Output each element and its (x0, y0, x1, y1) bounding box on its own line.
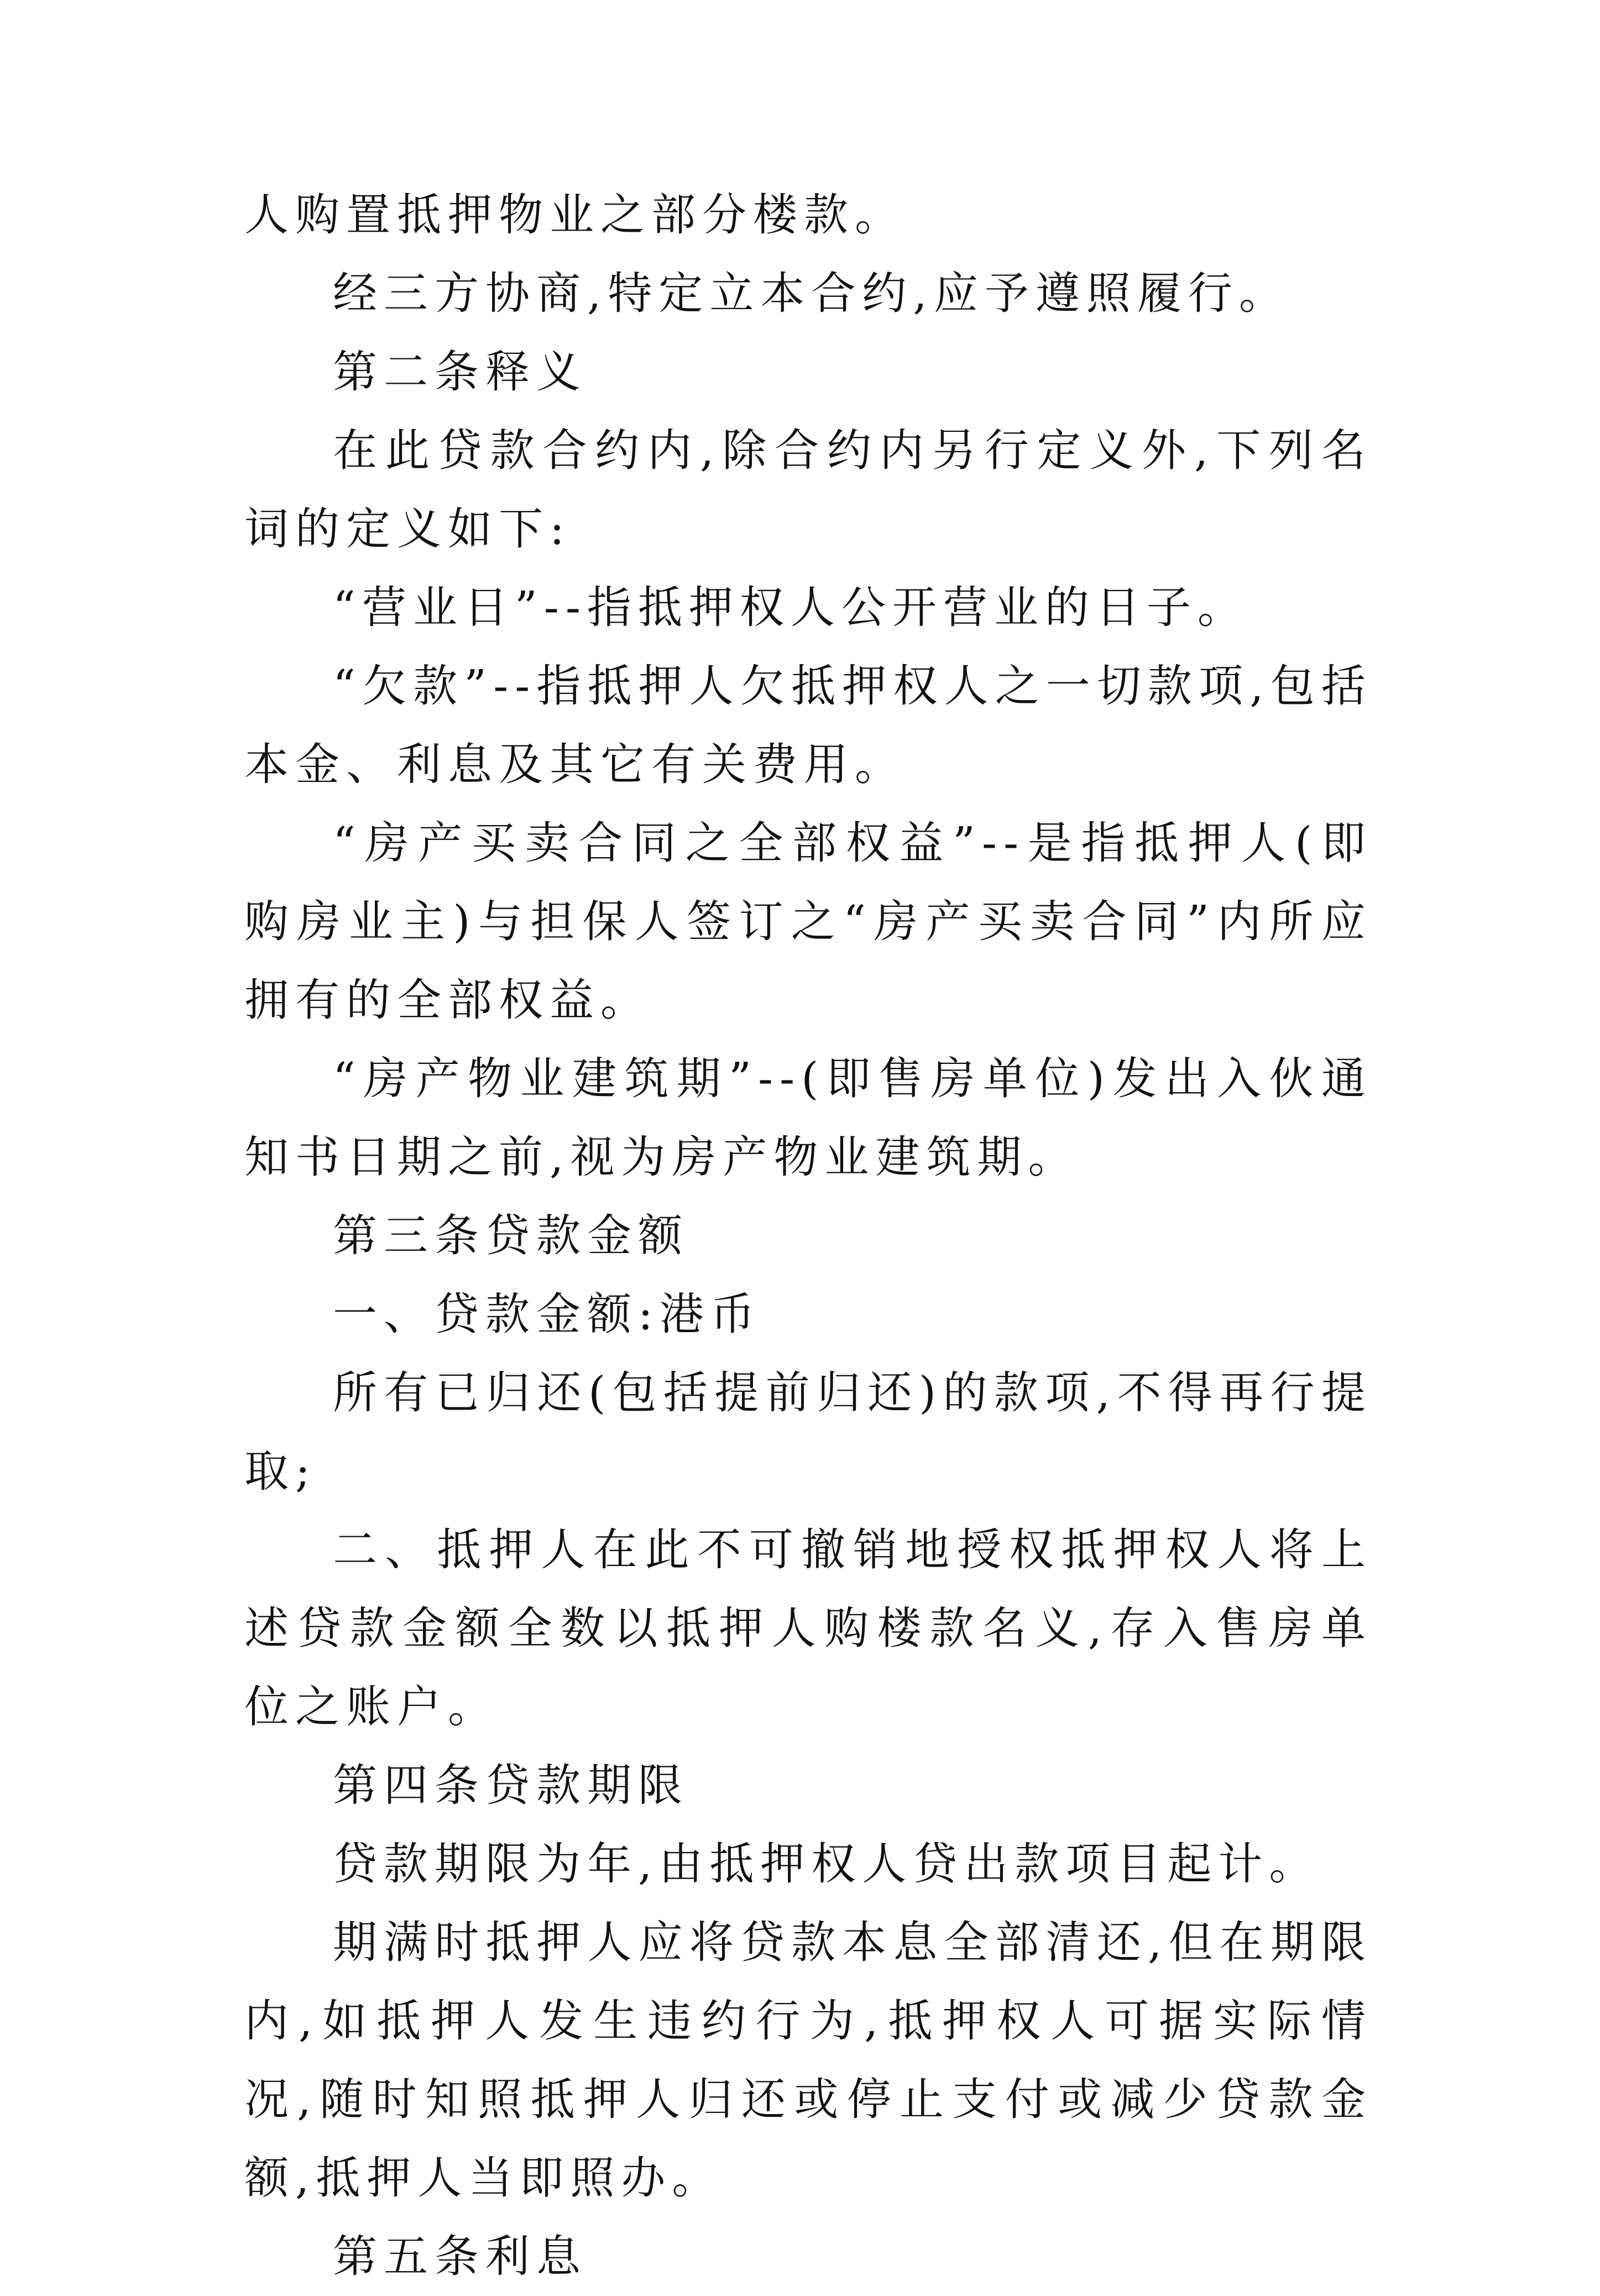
article-3-heading: 第三条贷款金额 (333, 1210, 689, 1261)
definition-contract-rights: “房产买卖合同之全部权益”--是指抵押人(即购房业主)与担保人签订之“房产买卖合同”内所应拥有的全部权益。 (244, 817, 1372, 1026)
definition-business-day: “营业日”--指抵押权人公开营业的日子。 (333, 582, 1248, 633)
article-4-heading: 第四条贷款期限 (333, 1760, 689, 1811)
paragraph-definitions-intro: 在此贷款合约内,除合约内另行定义外,下列名词的定义如下: (244, 425, 1372, 555)
document-body (244, 176, 1372, 2296)
loan-term-clause: 贷款期限为年,由抵押权人贷出款项目起计。 (333, 1838, 1320, 1890)
loan-amount-clause-1: 一、贷款金额:港币 (333, 1288, 761, 1340)
definition-debt: “欠款”--指抵押人欠抵押权人之一切款项,包括本金、利息及其它有关费用。 (244, 660, 1372, 790)
paragraph-agreement-statement: 经三方协商,特定立本合约,应予遵照履行。 (333, 268, 1290, 319)
loan-amount-clause-2: 二、抵押人在此不可撤销地授权抵押权人将上述贷款金额全数以抵押人购楼款名义,存入售房单位之账户。 (244, 1524, 1372, 1733)
loan-amount-no-redraw: 所有已归还(包括提前归还)的款项,不得再行提取; (244, 1367, 1372, 1497)
definition-construction-period: “房产物业建筑期”--(即售房单位)发出入伙通知书日期之前,视为房产物业建筑期。 (244, 1053, 1372, 1183)
article-2-heading: 第二条释义 (333, 346, 587, 398)
loan-term-maturity-clause: 期满时抵押人应将贷款本息全部清还,但在期限内,如抵押人发生违约行为,抵押权人可据实际情况,随时知照抵押人归还或停止支付或减少贷款金额,抵押人当即照办。 (244, 1917, 1372, 2204)
paragraph-purchase-continuation: 人购置抵押物业之部分楼款。 (244, 189, 906, 241)
article-5-heading: 第五条利息 (333, 2231, 587, 2282)
